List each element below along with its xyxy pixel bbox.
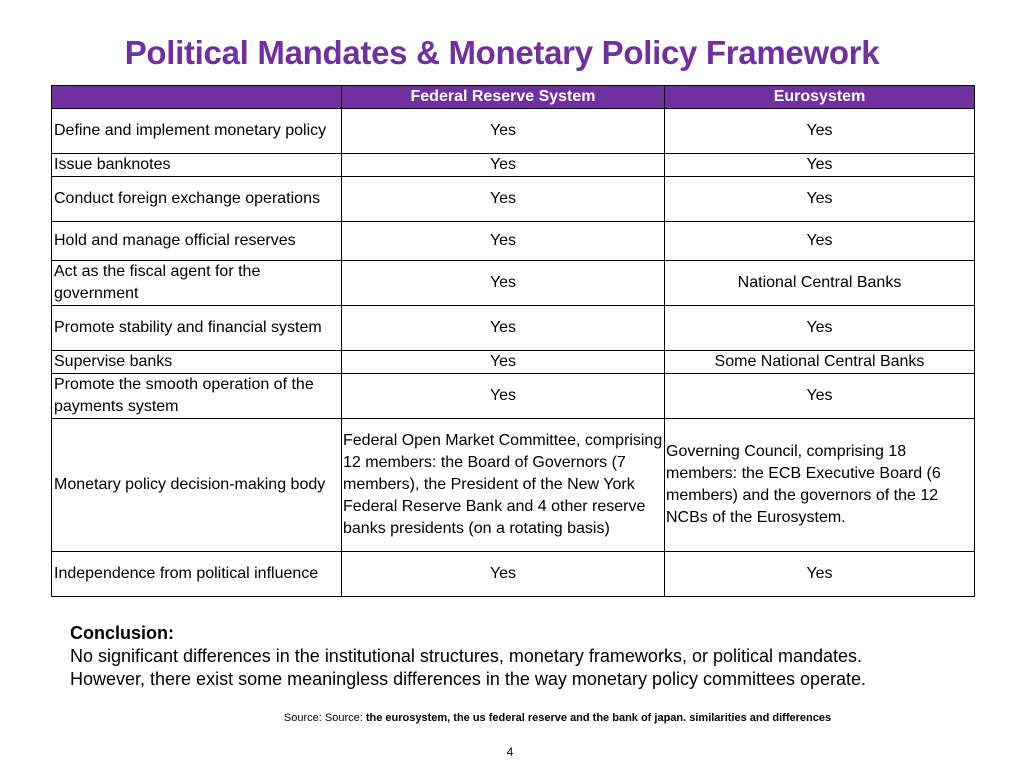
function-cell: Supervise banks <box>52 351 342 374</box>
function-cell: Promote the smooth operation of the payments system <box>52 374 342 419</box>
table-row <box>52 552 975 597</box>
header-fed: Federal Reserve System <box>342 86 665 109</box>
euro-cell: Yes <box>665 154 975 177</box>
conclusion-heading: Conclusion: <box>70 623 174 643</box>
table-row <box>52 419 975 552</box>
function-cell: Monetary policy decision-making body <box>52 419 342 552</box>
header-function <box>52 86 342 109</box>
table-row <box>52 351 975 374</box>
table-row <box>52 306 975 351</box>
source-reference: the eurosystem, the us federal reserve and the bank of japan. similarities and differences <box>365 712 832 724</box>
euro-cell: Yes <box>665 306 975 351</box>
fed-cell: Yes <box>342 154 665 177</box>
fed-cell: Yes <box>342 177 665 222</box>
euro-cell: Governing Council, comprising 18 members: the ECB Executive Board (6 members) and the governors of the 12 NCBs of the Eurosystem. <box>665 419 975 552</box>
function-cell: Act as the fiscal agent for the government <box>52 261 342 306</box>
fed-cell: Yes <box>342 306 665 351</box>
euro-cell: Yes <box>665 177 975 222</box>
fed-cell: Yes <box>342 374 665 419</box>
table-header-row <box>52 86 975 109</box>
table-row <box>52 261 975 306</box>
euro-cell: Yes <box>665 552 975 597</box>
conclusion-block <box>70 622 970 691</box>
comparison-table <box>51 85 975 597</box>
fed-cell: Yes <box>342 222 665 261</box>
fed-cell: Yes <box>342 552 665 597</box>
function-cell: Independence from political influence <box>52 552 342 597</box>
euro-cell: National Central Banks <box>665 261 975 306</box>
table-row <box>52 154 975 177</box>
function-cell: Issue banknotes <box>52 154 342 177</box>
fed-cell: Yes <box>342 261 665 306</box>
euro-cell: Yes <box>665 222 975 261</box>
table-row <box>52 177 975 222</box>
slide-title: Political Mandates & Monetary Policy Framework <box>124 34 880 71</box>
euro-cell: Yes <box>665 109 975 154</box>
table-row <box>52 222 975 261</box>
source-prefix: Source: Source: <box>283 712 366 724</box>
fed-cell: Yes <box>342 109 665 154</box>
table-row <box>52 374 975 419</box>
fed-cell: Federal Open Market Committee, comprising 12 members: the Board of Governors (7 members), the President of the New York Federal Reserve Bank and 4 other reserve banks presidents (on a rotating basis) <box>342 419 665 552</box>
fed-cell: Yes <box>342 351 665 374</box>
source-citation <box>0 712 1024 724</box>
function-cell: Define and implement monetary policy <box>52 109 342 154</box>
page-number: 4 <box>506 745 514 759</box>
function-cell: Hold and manage official reserves <box>52 222 342 261</box>
euro-cell: Yes <box>665 374 975 419</box>
header-euro: Eurosystem <box>665 86 975 109</box>
euro-cell: Some National Central Banks <box>665 351 975 374</box>
conclusion-line-2: However, there exist some meaningless differences in the way monetary policy committees operate. <box>70 669 867 689</box>
conclusion-line-1: No significant differences in the institutional structures, monetary frameworks, or political mandates. <box>70 646 863 666</box>
table-row <box>52 109 975 154</box>
function-cell: Promote stability and financial system <box>52 306 342 351</box>
function-cell: Conduct foreign exchange operations <box>52 177 342 222</box>
